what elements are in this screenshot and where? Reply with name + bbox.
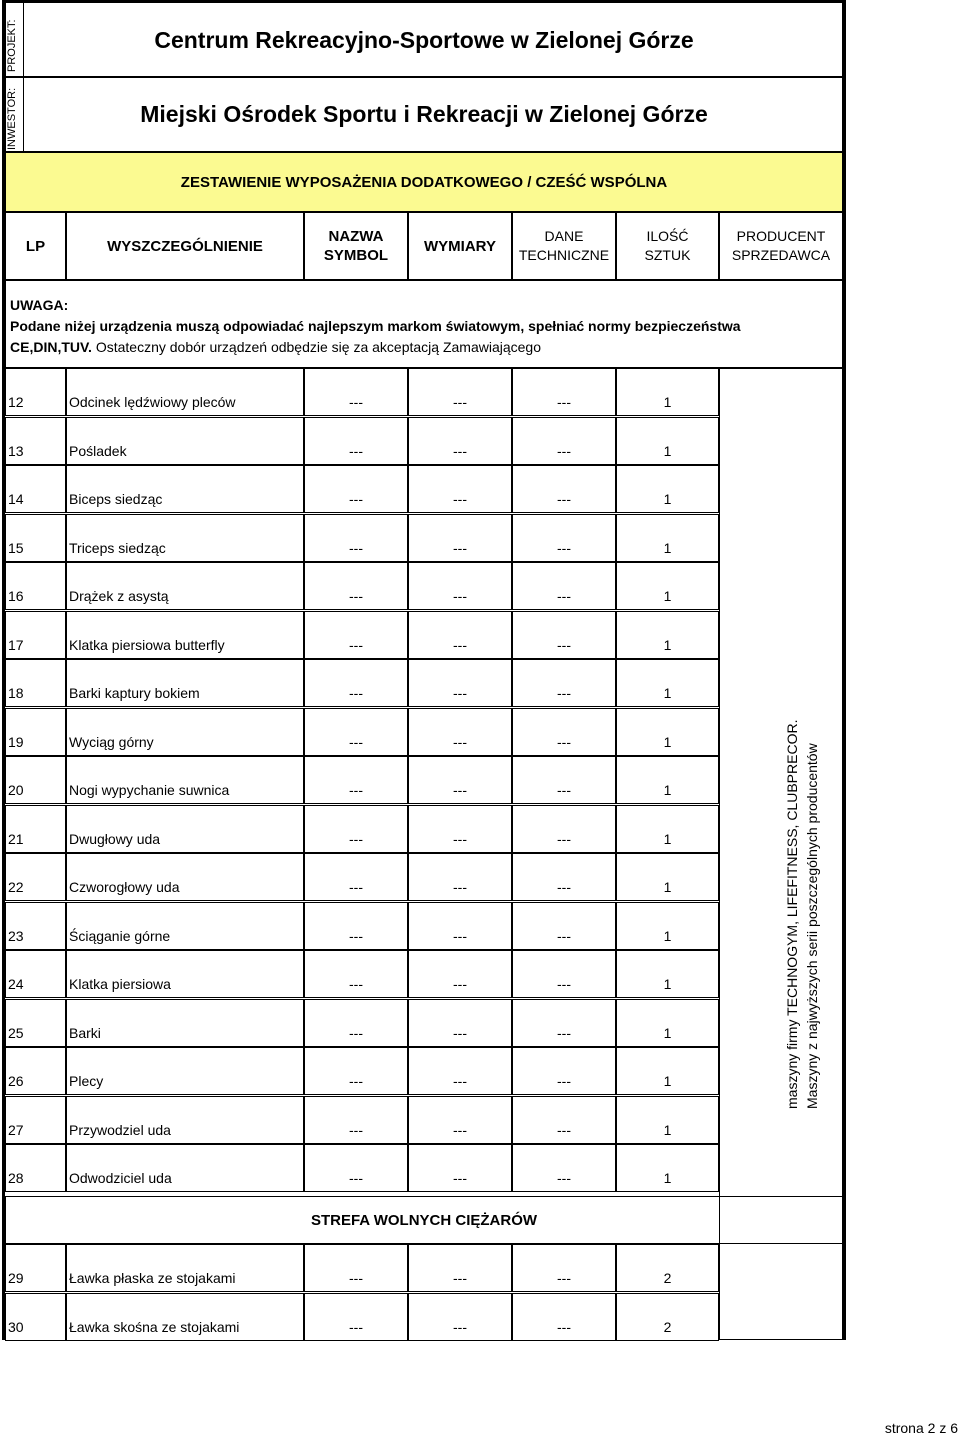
- table-row: [5, 950, 719, 998]
- row-symbol: ---: [304, 950, 408, 998]
- row-lp: 21: [5, 805, 66, 853]
- side-label-inwestor-text: INWESTOR:: [6, 87, 18, 150]
- row-symbol: ---: [304, 756, 408, 804]
- table-row: [5, 417, 719, 465]
- table-row: [5, 1244, 719, 1292]
- row-dims: ---: [408, 1244, 512, 1292]
- row-qty: 1: [616, 999, 719, 1047]
- section-title: ZESTAWIENIE WYPOSAŻENIA DODATKOWEGO / CZEŚĆ WSPÓLNA: [5, 152, 843, 212]
- row-tech: ---: [512, 611, 616, 659]
- row-dims: ---: [408, 1293, 512, 1341]
- row-qty: 1: [616, 756, 719, 804]
- row-qty: 1: [616, 708, 719, 756]
- row-symbol: ---: [304, 1244, 408, 1292]
- row-dims: ---: [408, 368, 512, 416]
- table-row: [5, 756, 719, 804]
- table-row: [5, 805, 719, 853]
- row-qty: 1: [616, 950, 719, 998]
- col-tech-label-1: DANE: [544, 228, 584, 244]
- row-symbol: ---: [304, 514, 408, 562]
- row-qty: 1: [616, 611, 719, 659]
- col-producer-label-1: PRODUCENT: [736, 228, 826, 244]
- row-lp: 12: [5, 368, 66, 416]
- row-symbol: ---: [304, 902, 408, 950]
- row-name: Biceps siedząc: [66, 465, 304, 513]
- table-row: [5, 902, 719, 950]
- col-dims-label: WYMIARY: [424, 237, 496, 255]
- row-name: Nogi wypychanie suwnica: [66, 756, 304, 804]
- row-dims: ---: [408, 611, 512, 659]
- col-qty: [616, 212, 719, 280]
- notice-line-2-bold: CE,DIN,TUV.: [10, 339, 92, 355]
- row-dims: ---: [408, 514, 512, 562]
- row-tech: ---: [512, 1096, 616, 1144]
- row-symbol: ---: [304, 1144, 408, 1192]
- row-name: Klatka piersiowa: [66, 950, 304, 998]
- col-name-label: WYSZCZEGÓLNIENIE: [107, 237, 263, 255]
- row-dims: ---: [408, 999, 512, 1047]
- row-qty: 1: [616, 465, 719, 513]
- row-symbol: ---: [304, 1293, 408, 1341]
- row-symbol: ---: [304, 562, 408, 610]
- producer-note-line-1: maszyny firmy TECHNOGYM, LIFEFITNESS, CLUBPRECOR.: [784, 719, 800, 1109]
- table-row: [5, 1096, 719, 1144]
- row-symbol: ---: [304, 805, 408, 853]
- investor-name: Miejski Ośrodek Sportu i Rekreacji w Zielonej Górze: [5, 76, 843, 152]
- row-tech: ---: [512, 999, 616, 1047]
- row-lp: 27: [5, 1096, 66, 1144]
- col-tech: [512, 212, 616, 280]
- project-title: Centrum Rekreacyjno-Sportowe w Zielonej Górze: [5, 2, 843, 78]
- row-tech: ---: [512, 1144, 616, 1192]
- row-symbol: ---: [304, 708, 408, 756]
- row-lp: 18: [5, 659, 66, 707]
- row-lp: 30: [5, 1293, 66, 1341]
- row-qty: 1: [616, 514, 719, 562]
- col-symbol: [304, 212, 408, 280]
- row-qty: 1: [616, 659, 719, 707]
- row-lp: 26: [5, 1047, 66, 1095]
- row-name: Triceps siedząc: [66, 514, 304, 562]
- col-tech-label-2: TECHNICZNE: [518, 247, 610, 263]
- page-footer: strona 2 z 6: [884, 1420, 958, 1436]
- row-tech: ---: [512, 805, 616, 853]
- row-symbol: ---: [304, 1096, 408, 1144]
- row-lp: 25: [5, 999, 66, 1047]
- row-name: Plecy: [66, 1047, 304, 1095]
- row-name: Ławka płaska ze stojakami: [66, 1244, 304, 1292]
- table-row: [5, 999, 719, 1047]
- table-row: [5, 1293, 719, 1341]
- row-qty: 1: [616, 853, 719, 901]
- row-dims: ---: [408, 417, 512, 465]
- row-lp: 13: [5, 417, 66, 465]
- row-symbol: ---: [304, 1047, 408, 1095]
- row-lp: 29: [5, 1244, 66, 1292]
- row-symbol: ---: [304, 465, 408, 513]
- table-row: [5, 659, 719, 707]
- producer-cell: [719, 368, 843, 1340]
- row-tech: ---: [512, 756, 616, 804]
- row-tech: ---: [512, 708, 616, 756]
- row-tech: ---: [512, 853, 616, 901]
- row-symbol: ---: [304, 659, 408, 707]
- row-dims: ---: [408, 902, 512, 950]
- row-name: Dwugłowy uda: [66, 805, 304, 853]
- row-lp: 15: [5, 514, 66, 562]
- producer-note: [782, 720, 822, 1109]
- row-lp: 14: [5, 465, 66, 513]
- row-tech: ---: [512, 950, 616, 998]
- row-tech: ---: [512, 659, 616, 707]
- producer-note-line-2: Maszyny z najwyższych serii poszczególnych producentów: [804, 743, 820, 1109]
- row-lp: 16: [5, 562, 66, 610]
- col-qty-label-2: SZTUK: [644, 247, 691, 263]
- row-name: Barki kaptury bokiem: [66, 659, 304, 707]
- table-row: [5, 514, 719, 562]
- row-name: Barki: [66, 999, 304, 1047]
- col-producer-label-2: SPRZEDAWCA: [731, 247, 831, 263]
- row-symbol: ---: [304, 368, 408, 416]
- row-lp: 23: [5, 902, 66, 950]
- notice-line-2-rest: Ostateczny dobór urządzeń odbędzie się za akceptacją Zamawiającego: [91, 339, 541, 355]
- col-lp: [5, 212, 66, 280]
- row-lp: 17: [5, 611, 66, 659]
- notice-line-1: Podane niżej urządzenia muszą odpowiadać najlepszym markom światowym, spełniać normy bezpieczeństwa: [10, 318, 741, 334]
- table-row: [5, 1047, 719, 1095]
- row-tech: ---: [512, 465, 616, 513]
- row-tech: ---: [512, 514, 616, 562]
- table-row: [5, 708, 719, 756]
- row-lp: 22: [5, 853, 66, 901]
- row-name: Odcinek lędźwiowy pleców: [66, 368, 304, 416]
- row-qty: 1: [616, 417, 719, 465]
- row-name: Ławka skośna ze stojakami: [66, 1293, 304, 1341]
- row-tech: ---: [512, 417, 616, 465]
- row-tech: ---: [512, 1047, 616, 1095]
- row-symbol: ---: [304, 999, 408, 1047]
- row-qty: 2: [616, 1244, 719, 1292]
- table-row: [5, 853, 719, 901]
- row-dims: ---: [408, 562, 512, 610]
- table-row: [5, 611, 719, 659]
- row-lp: 24: [5, 950, 66, 998]
- row-dims: ---: [408, 756, 512, 804]
- row-tech: ---: [512, 368, 616, 416]
- table-row: [5, 562, 719, 610]
- row-qty: 2: [616, 1293, 719, 1341]
- row-name: Ściąganie górne: [66, 902, 304, 950]
- row-dims: ---: [408, 805, 512, 853]
- row-tech: ---: [512, 1244, 616, 1292]
- col-symbol-label-1: NAZWA: [328, 228, 384, 245]
- side-label-projekt-text: PROJEKT:: [6, 19, 18, 72]
- col-producer: [719, 212, 843, 280]
- row-name: Drążek z asystą: [66, 562, 304, 610]
- row-tech: ---: [512, 902, 616, 950]
- row-dims: ---: [408, 1144, 512, 1192]
- row-qty: 1: [616, 805, 719, 853]
- notice-box: [5, 280, 843, 368]
- free-weights-title: STREFA WOLNYCH CIĘŻARÓW: [5, 1196, 843, 1244]
- row-dims: ---: [408, 853, 512, 901]
- row-name: Czworogłowy uda: [66, 853, 304, 901]
- row-qty: 1: [616, 1047, 719, 1095]
- row-qty: 1: [616, 902, 719, 950]
- col-dims: [408, 212, 512, 280]
- row-lp: 28: [5, 1144, 66, 1192]
- row-tech: ---: [512, 1293, 616, 1341]
- row-name: Pośladek: [66, 417, 304, 465]
- col-qty-label-1: ILOŚĆ: [646, 228, 689, 244]
- col-name: [66, 212, 304, 280]
- row-qty: 1: [616, 1144, 719, 1192]
- row-qty: 1: [616, 368, 719, 416]
- row-lp: 20: [5, 756, 66, 804]
- row-qty: 1: [616, 1096, 719, 1144]
- row-symbol: ---: [304, 853, 408, 901]
- col-symbol-label-2: SYMBOL: [323, 247, 389, 264]
- table-row: [5, 465, 719, 513]
- notice-title: UWAGA:: [10, 297, 69, 313]
- row-symbol: ---: [304, 417, 408, 465]
- col-lp-label: LP: [25, 237, 46, 255]
- row-dims: ---: [408, 950, 512, 998]
- row-qty: 1: [616, 562, 719, 610]
- row-dims: ---: [408, 659, 512, 707]
- table-row: [5, 1144, 719, 1192]
- row-name: Przywodziel uda: [66, 1096, 304, 1144]
- row-dims: ---: [408, 465, 512, 513]
- table-row: [5, 368, 719, 416]
- row-tech: ---: [512, 562, 616, 610]
- row-dims: ---: [408, 1047, 512, 1095]
- row-dims: ---: [408, 1096, 512, 1144]
- row-name: Odwodziciel uda: [66, 1144, 304, 1192]
- row-name: Wyciąg górny: [66, 708, 304, 756]
- row-dims: ---: [408, 708, 512, 756]
- row-symbol: ---: [304, 611, 408, 659]
- row-lp: 19: [5, 708, 66, 756]
- row-name: Klatka piersiowa butterfly: [66, 611, 304, 659]
